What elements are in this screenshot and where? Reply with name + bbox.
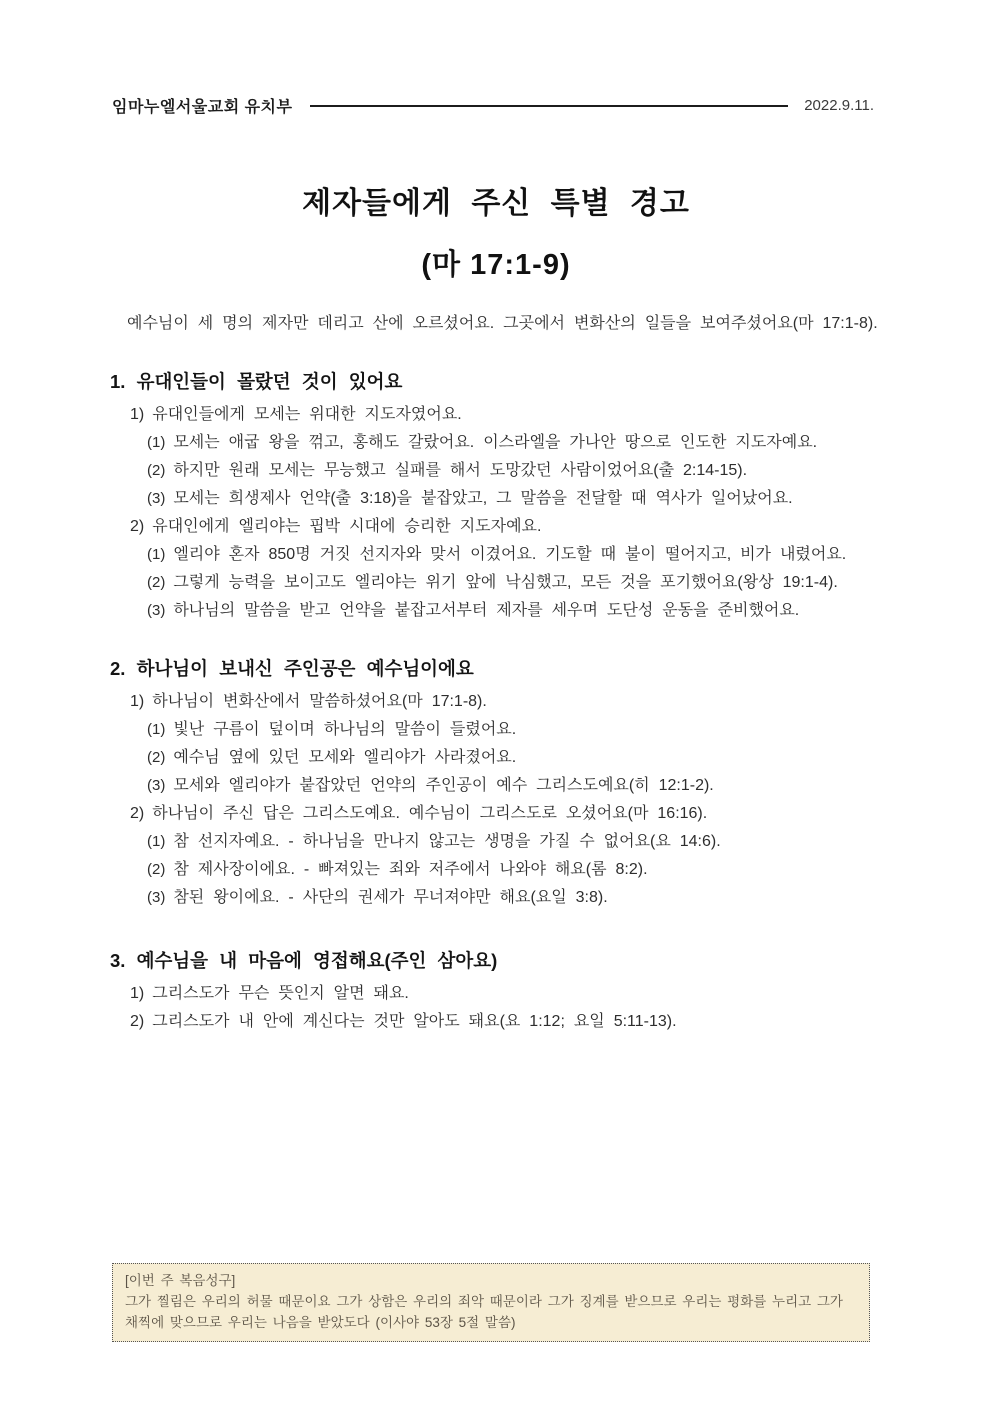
item-label: (3) xyxy=(147,889,166,906)
item-text: 참 선지자예요. - 하나님을 만나지 않고는 생명을 가질 수 없어요(요 14:6). xyxy=(173,833,721,850)
list-item xyxy=(110,884,882,912)
item-text: 유대인에게 엘리야는 핍박 시대에 승리한 지도자예요. xyxy=(152,518,542,535)
item-text: 그리스도가 내 안에 계신다는 것만 알아도 돼요(요 1:12; 요일 5:11-13). xyxy=(152,1013,677,1030)
item-text: 모세는 희생제사 언약(출 3:18)을 붙잡았고, 그 말씀을 전달할 때 역사가 일어났어요. xyxy=(173,490,793,507)
list-item xyxy=(110,856,882,884)
item-label: (2) xyxy=(147,574,166,591)
item-label: (3) xyxy=(147,602,166,619)
item-text: 예수님 옆에 있던 모세와 엘리야가 사라졌어요. xyxy=(173,749,517,766)
item-label: 2) xyxy=(130,805,145,822)
scripture-reference: (마 17:1-9) xyxy=(421,249,571,281)
item-text: 참된 왕이에요. - 사단의 권세가 무너져야만 해요(요일 3:8). xyxy=(173,889,608,906)
item-label: 1) xyxy=(130,985,145,1002)
item-label: (1) xyxy=(147,721,166,738)
header-divider-line xyxy=(310,105,788,107)
item-label: (2) xyxy=(147,749,166,766)
item-text: 그리스도가 무슨 뜻인지 알면 돼요. xyxy=(152,985,409,1002)
item-text: 하나님이 변화산에서 말씀하셨어요(마 17:1-8). xyxy=(152,693,487,710)
list-item xyxy=(110,457,882,485)
item-text: 하나님의 말씀을 받고 언약을 붙잡고서부터 제자를 세우며 도단성 운동을 준비했어요. xyxy=(173,602,800,619)
list-item xyxy=(110,716,882,744)
list-item xyxy=(110,429,882,457)
item-text: 하지만 원래 모세는 무능했고 실패를 해서 도망갔던 사람이었어요(출 2:14-15). xyxy=(173,462,748,479)
item-text: 모세는 애굽 왕을 꺾고, 홍해도 갈랐어요. 이스라엘을 가나안 땅으로 인도한 지도자예요. xyxy=(173,434,818,451)
weekly-gospel-verse-box xyxy=(112,1263,870,1342)
section-1-heading: 1. 유대인들이 몰랐던 것이 있어요 xyxy=(110,371,403,392)
item-label: (3) xyxy=(147,777,166,794)
item-label: (1) xyxy=(147,434,166,451)
list-item xyxy=(110,485,882,513)
list-item xyxy=(110,744,882,772)
section-3-heading: 3. 예수님을 내 마음에 영접해요(주인 삼아요) xyxy=(110,950,498,971)
item-text: 유대인들에게 모세는 위대한 지도자였어요. xyxy=(152,406,462,423)
item-text: 참 제사장이에요. - 빠져있는 죄와 저주에서 나와야 해요(롬 8:2). xyxy=(173,861,648,878)
item-text: 엘리야 혼자 850명 거짓 선지자와 맞서 이겼어요. 기도할 때 불이 떨어지고, 비가 내렸어요. xyxy=(173,546,847,563)
item-label: (2) xyxy=(147,462,166,479)
intro-paragraph: 예수님이 세 명의 제자만 데리고 산에 오르셨어요. 그곳에서 변화산의 일들을 보여주셨어요(마 17:1-8). xyxy=(127,315,878,332)
document-date: 2022.9.11. xyxy=(804,97,874,114)
title-block xyxy=(0,178,992,283)
document-title: 제자들에게 주신 특별 경고 xyxy=(302,187,690,220)
item-text: 그렇게 능력을 보이고도 엘리야는 위기 앞에 낙심했고, 모든 것을 포기했어요(왕상 19:1-4). xyxy=(173,574,838,591)
item-label: (2) xyxy=(147,861,166,878)
item-text: 모세와 엘리야가 붙잡았던 언약의 주인공이 예수 그리스도예요(히 12:1-2). xyxy=(173,777,714,794)
section-2-heading: 2. 하나님이 보내신 주인공은 예수님이에요 xyxy=(110,658,474,679)
item-text: 빛난 구름이 덮이며 하나님의 말씀이 들렸어요. xyxy=(173,721,517,738)
verse-box-label: [이번 주 복음성구] xyxy=(125,1273,236,1288)
verse-box-text: 그가 찔림은 우리의 허물 때문이요 그가 상함은 우리의 죄악 때문이라 그가 징계를 받으므로 우리는 평화를 누리고 그가 채찍에 맞으므로 우리는 나음을 받았도다 (이사야 53장 5절 말씀) xyxy=(125,1294,843,1330)
section-3 xyxy=(110,948,882,1036)
list-item xyxy=(110,772,882,800)
item-label: (1) xyxy=(147,546,166,563)
item-label: (1) xyxy=(147,833,166,850)
section-1 xyxy=(110,369,882,625)
item-label: 1) xyxy=(130,406,145,423)
document-body xyxy=(110,310,882,1036)
item-label: 2) xyxy=(130,1013,145,1030)
list-item xyxy=(110,513,882,541)
list-item xyxy=(110,828,882,856)
organization-name: 임마누엘서울교회 유치부 xyxy=(112,99,293,116)
section-2 xyxy=(110,656,882,912)
list-item xyxy=(110,1008,882,1036)
page-header xyxy=(112,94,874,117)
list-item xyxy=(110,401,882,429)
item-text: 하나님이 주신 답은 그리스도예요. 예수님이 그리스도로 오셨어요(마 16:16). xyxy=(152,805,708,822)
list-item xyxy=(110,597,882,625)
item-label: 2) xyxy=(130,518,145,535)
item-label: 1) xyxy=(130,693,145,710)
list-item xyxy=(110,800,882,828)
list-item xyxy=(110,569,882,597)
list-item xyxy=(110,980,882,1008)
list-item xyxy=(110,688,882,716)
item-label: (3) xyxy=(147,490,166,507)
list-item xyxy=(110,541,882,569)
